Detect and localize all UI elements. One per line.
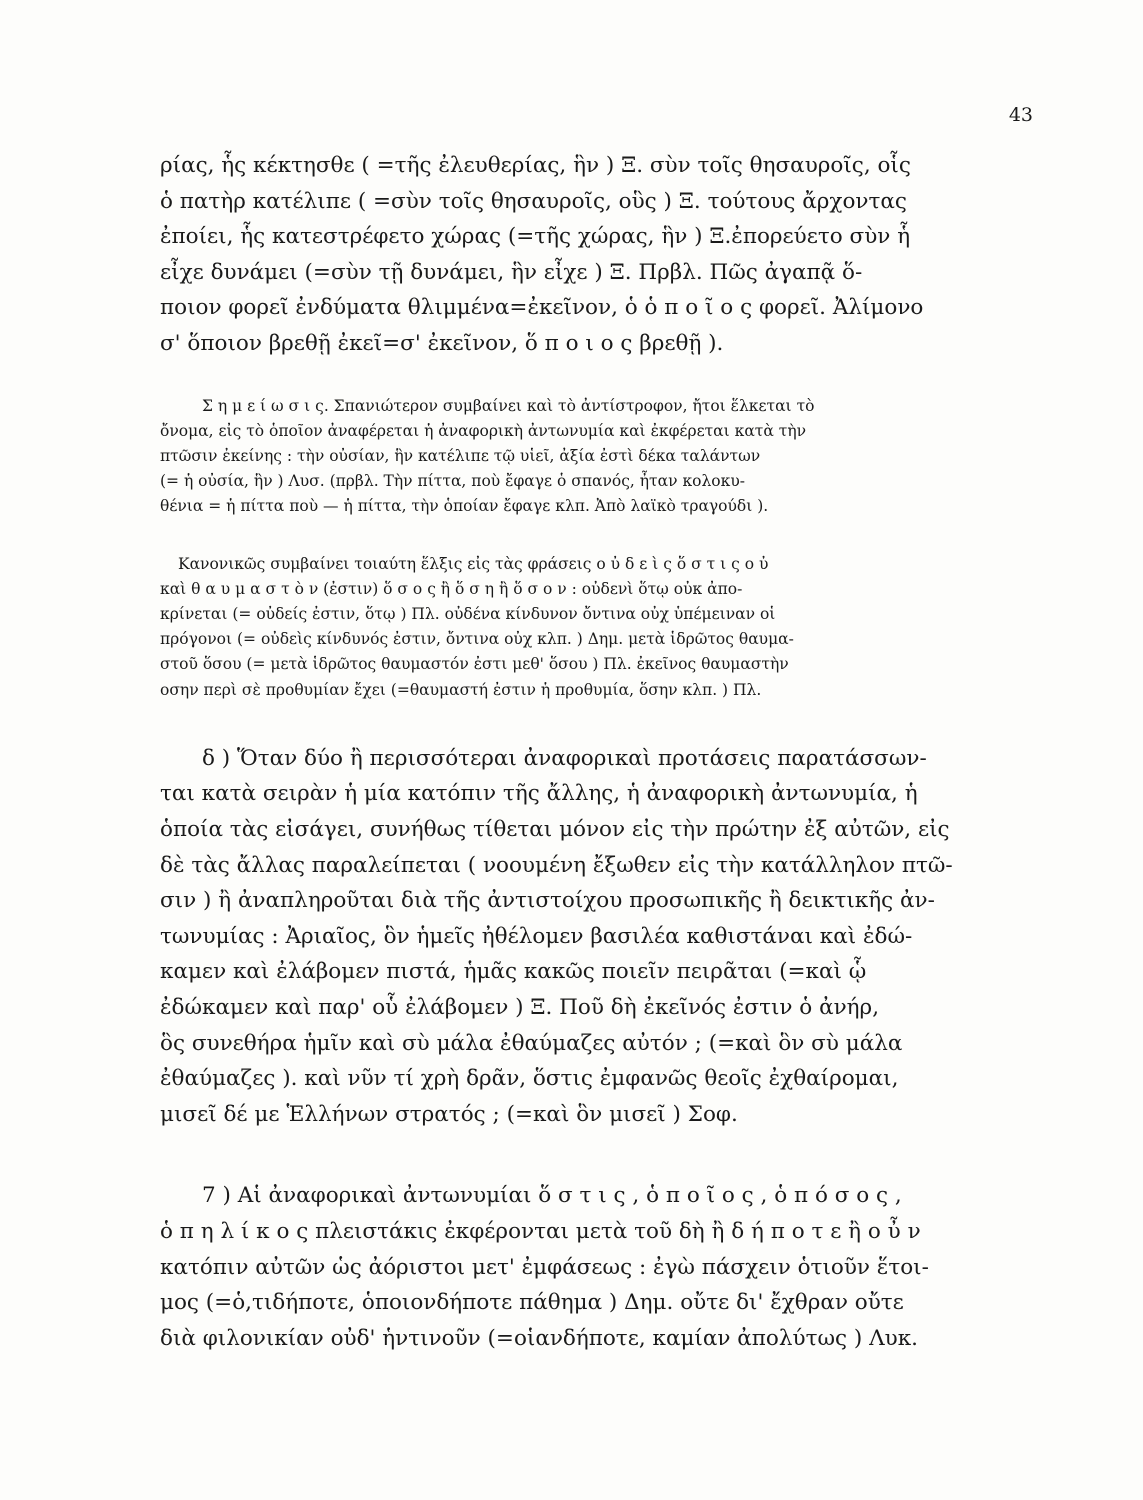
text-line: κρίνεται (= οὐδείς ἐστιν, ὅτῳ ) Πλ. οὐδένα κίνδυνον ὄντινα οὐχ ὑπέμειναν οἱ [160, 604, 776, 623]
text-line: στοῦ ὅσου (= μετὰ ἱδρῶτος θαυμαστόν ἐστι μεθ' ὅσου ) Πλ. ἐκεῖνος θαυμαστὴν [160, 655, 789, 674]
text-line: δ ) Ὅταν δύο ἢ περισσότεραι ἀναφορικαὶ προτάσεις παρατάσσων- [202, 745, 927, 771]
text-line: διὰ φιλονικίαν οὐδ' ἡντινοῦν (=οἱανδήποτε, καμίαν ἀπολύτως ) Λυκ. [160, 1325, 918, 1351]
text-line: 7 ) Αἱ ἀναφορικαὶ ἀντωνυμίαι ὅ σ τ ι ς , ὁ π ο ῖ ο ς , ὁ π ό σ ο ς , [202, 1183, 902, 1209]
text-line: ἐδώκαμεν καὶ παρ' οὗ ἐλάβομεν ) Ξ. Ποῦ δὴ ἐκεῖνός ἐστιν ὁ ἀνήρ, [160, 994, 880, 1020]
text-line: καὶ θ α υ μ α σ τ ὸ ν (ἐστιν) ὅ σ ο ς ἢ ὅ σ η ἢ ὅ σ ο ν : οὐδενὶ ὅτῳ οὐκ ἀπο- [160, 579, 743, 598]
text-line: Κανονικῶς συμβαίνει τοιαύτη ἕλξις εἰς τὰς φράσεις ο ὐ δ ε ὶ ς ὅ σ τ ι ς ο ὐ [178, 554, 769, 573]
text-line: καμεν καὶ ἐλάβομεν πιστά, ἡμᾶς κακῶς ποιεῖν πειρᾶται (=καὶ ᾧ [160, 959, 867, 985]
paragraph-kanonikos [160, 552, 995, 703]
text-line: κατόπιν αὐτῶν ὡς ἀόριστοι μετ' ἐμφάσεως : ἐγὼ πάσχειν ὁτιοῦν ἕτοι- [160, 1254, 929, 1280]
paragraph-examples-top [160, 148, 995, 362]
page-body [160, 148, 995, 1356]
paragraph-note [160, 394, 995, 520]
text-line: σιν ) ἢ ἀναπληροῦται διὰ τῆς ἀντιστοίχου προσωπικῆς ἢ δεικτικῆς ἀν- [160, 888, 935, 914]
text-line: δὲ τὰς ἄλλας παραλείπεται ( νοουμένη ἔξωθεν εἰς τὴν κατάλληλον πτῶ- [160, 852, 953, 878]
text-line: ποιον φορεῖ ἐνδύματα θλιμμένα=ἐκεῖνον, ὁ ὁ π ο ῖ ο ς φορεῖ. Ἀλίμονο [160, 295, 924, 321]
text-line: θένια = ἡ πίττα ποὺ — ἡ πίττα, τὴν ὁποίαν ἔφαγε κλπ. Ἀπὸ λαϊκὸ τραγούδι ). [160, 497, 769, 516]
text-line: ται κατὰ σειρὰν ἡ μία κατόπιν τῆς ἄλλης, ἡ ἀναφορικὴ ἀντωνυμία, ἡ [160, 781, 918, 807]
page-number: 43 [1008, 104, 1033, 126]
text-line: ὁ πατὴρ κατέλιπε ( =σὺν τοῖς θησαυροῖς, οὓς ) Ξ. τούτους ἄρχοντας [160, 188, 907, 214]
text-line: (= ἡ οὐσία, ἣν ) Λυσ. (πρβλ. Τὴν πίττα, ποὺ ἔφαγε ὁ σπανός, ἦταν κολοκυ- [160, 472, 745, 491]
text-line: ὃς συνεθήρα ἡμῖν καὶ σὺ μάλα ἐθαύμαζες αὐτόν ; (=καὶ ὃν σὺ μάλα [160, 1030, 903, 1056]
text-line: ὄνομα, εἰς τὸ ὁποῖον ἀναφέρεται ἡ ἀναφορικὴ ἀντωνυμία καὶ ἐκφέρεται κατὰ τὴν [160, 421, 807, 440]
text-line: μος (=ὁ,τιδήποτε, ὁποιονδήποτε πάθημα ) Δημ. οὔτε δι' ἔχθραν οὔτε [160, 1290, 904, 1316]
text-line: οσην περὶ σὲ προθυμίαν ἔχει (=θαυμαστή ἐστιν ἡ προθυμία, ὅσην κλπ. ) Πλ. [160, 680, 762, 699]
text-line: μισεῖ δέ με Ἑλλήνων στρατός ; (=καὶ ὃν μισεῖ ) Σοφ. [160, 1101, 738, 1127]
text-line: ἐθαύμαζες ). καὶ νῦν τί χρὴ δρᾶν, ὅστις ἐμφανῶς θεοῖς ἐχθαίρομαι, [160, 1066, 899, 1092]
paragraph-seven [160, 1178, 995, 1356]
text-line: Σ η μ ε ί ω σ ι ς. Σπανιώτερον συμβαίνει καὶ τὸ ἀντίστροφον, ἤτοι ἕλκεται τὸ [202, 396, 815, 415]
text-line: ὁ π η λ ί κ ο ς πλειστάκις ἐκφέρονται μετὰ τοῦ δὴ ἢ δ ή π ο τ ε ἢ ο ὖ ν [160, 1218, 921, 1244]
text-line: πρόγονοι (= οὐδεὶς κίνδυνός ἐστιν, ὄντινα οὐχ κλπ. ) Δημ. μετὰ ἱδρῶτος θαυμα- [160, 630, 794, 649]
text-line: πτῶσιν ἐκείνης : τὴν οὐσίαν, ἣν κατέλιπε τῷ υἱεῖ, ἀξία ἐστὶ δέκα ταλάντων [160, 446, 761, 465]
text-line: σ' ὅποιον βρεθῇ ἐκεῖ=σ' ἐκεῖνον, ὅ π ο ι ο ς βρεθῇ ). [160, 330, 724, 356]
text-line: ὁποία τὰς εἰσάγει, συνήθως τίθεται μόνον εἰς τὴν πρώτην ἐξ αὐτῶν, εἰς [160, 816, 950, 842]
text-line: εἶχε δυνάμει (=σὺν τῇ δυνάμει, ἣν εἶχε ) Ξ. Πρβλ. Πῶς ἀγαπᾷ ὅ- [160, 259, 863, 285]
text-line: ἐποίει, ἧς κατεστρέφετο χώρας (=τῆς χώρας, ἣν ) Ξ.ἐπορεύετο σὺν ἧ [160, 224, 911, 250]
text-line: ρίας, ἧς κέκτησθε ( =τῆς ἐλευθερίας, ἣν ) Ξ. σὺν τοῖς θησαυροῖς, οἷς [160, 153, 911, 178]
text-line: τωνυμίας : Ἀριαῖος, ὃν ἡμεῖς ἠθέλομεν βασιλέα καθιστάναι καὶ ἐδώ- [160, 923, 913, 949]
paragraph-delta [160, 741, 995, 1133]
